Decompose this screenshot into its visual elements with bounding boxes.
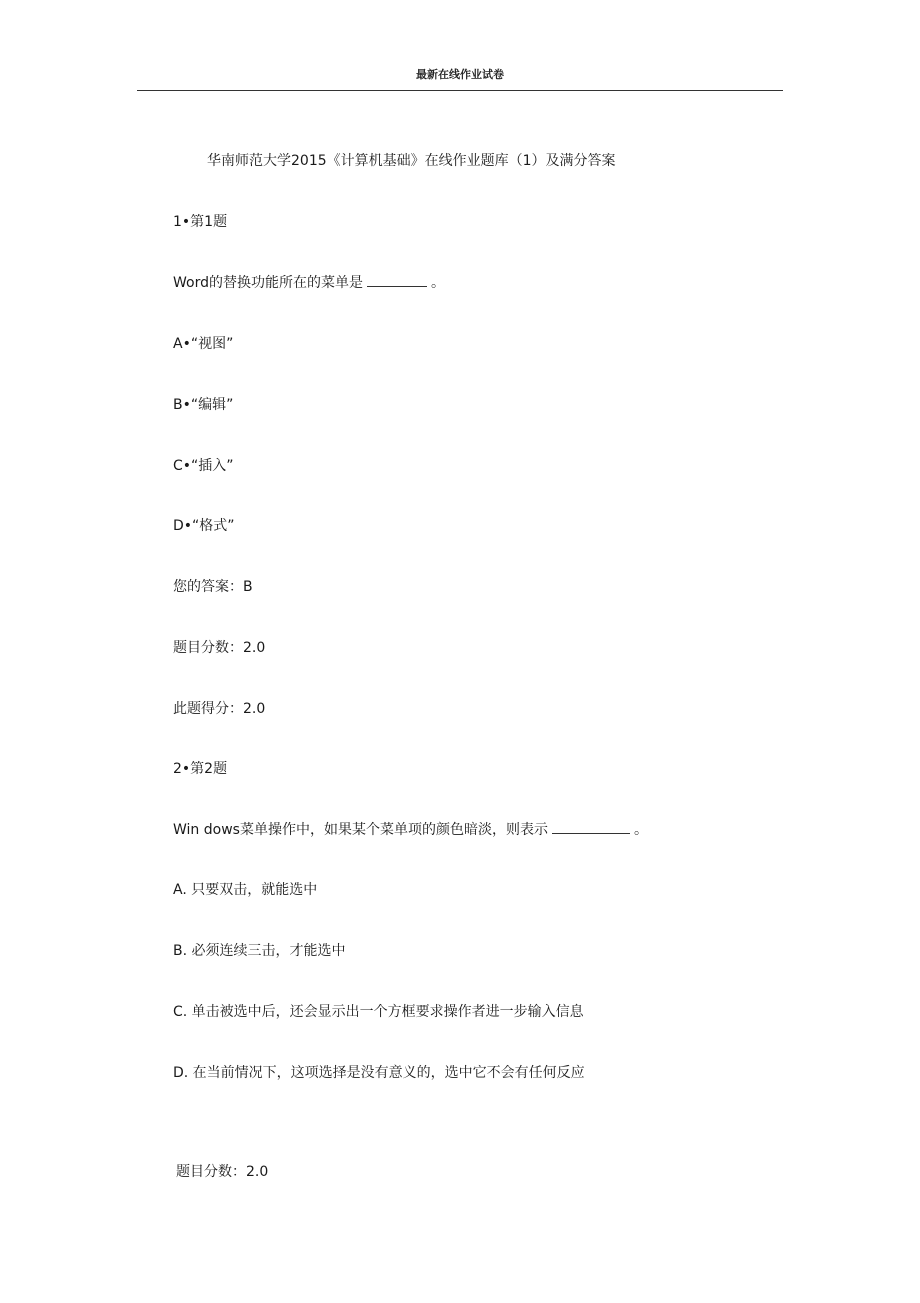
header-text: 最新在线作业试卷	[416, 68, 504, 81]
question-1-earned-score: 此题得分：2.0	[173, 701, 266, 717]
document-title: 华南师范大学2015《计算机基础》在线作业题库（1）及满分答案	[207, 153, 616, 169]
question-2-option-b: B. 必须连续三击，才能选中	[173, 943, 346, 959]
question-2-score: 题目分数：2.0	[176, 1164, 269, 1180]
question-1-option-a: A•“视图”	[173, 336, 234, 352]
question-1-number: 1•第1题	[173, 214, 228, 230]
question-1-your-answer: 您的答案：B	[173, 579, 253, 595]
question-1-option-b: B•“编辑”	[173, 397, 234, 413]
question-2-option-a: A. 只要双击，就能选中	[173, 882, 318, 898]
question-2-stem	[173, 820, 648, 840]
question-1-stem-end: 。	[430, 275, 445, 291]
answer-blank	[552, 820, 630, 834]
question-1-stem-text: Word的替换功能所在的菜单是	[173, 275, 363, 291]
question-1-stem	[173, 273, 445, 293]
question-2-stem-end: 。	[633, 822, 648, 838]
answer-blank	[367, 273, 427, 287]
question-2-option-c: C. 单击被选中后，还会显示出一个方框要求操作者进一步输入信息	[173, 1004, 584, 1020]
question-1-option-c: C•“插入”	[173, 458, 234, 474]
question-2-option-d: D. 在当前情况下，这项选择是没有意义的，选中它不会有任何反应	[173, 1065, 585, 1081]
question-1-score: 题目分数：2.0	[173, 640, 266, 656]
page-header	[137, 66, 783, 91]
question-1-option-d: D•“格式”	[173, 518, 235, 534]
question-2-stem-text: Win dows菜单操作中，如果某个菜单项的颜色暗淡，则表示	[173, 822, 548, 838]
question-2-number: 2•第2题	[173, 761, 228, 777]
